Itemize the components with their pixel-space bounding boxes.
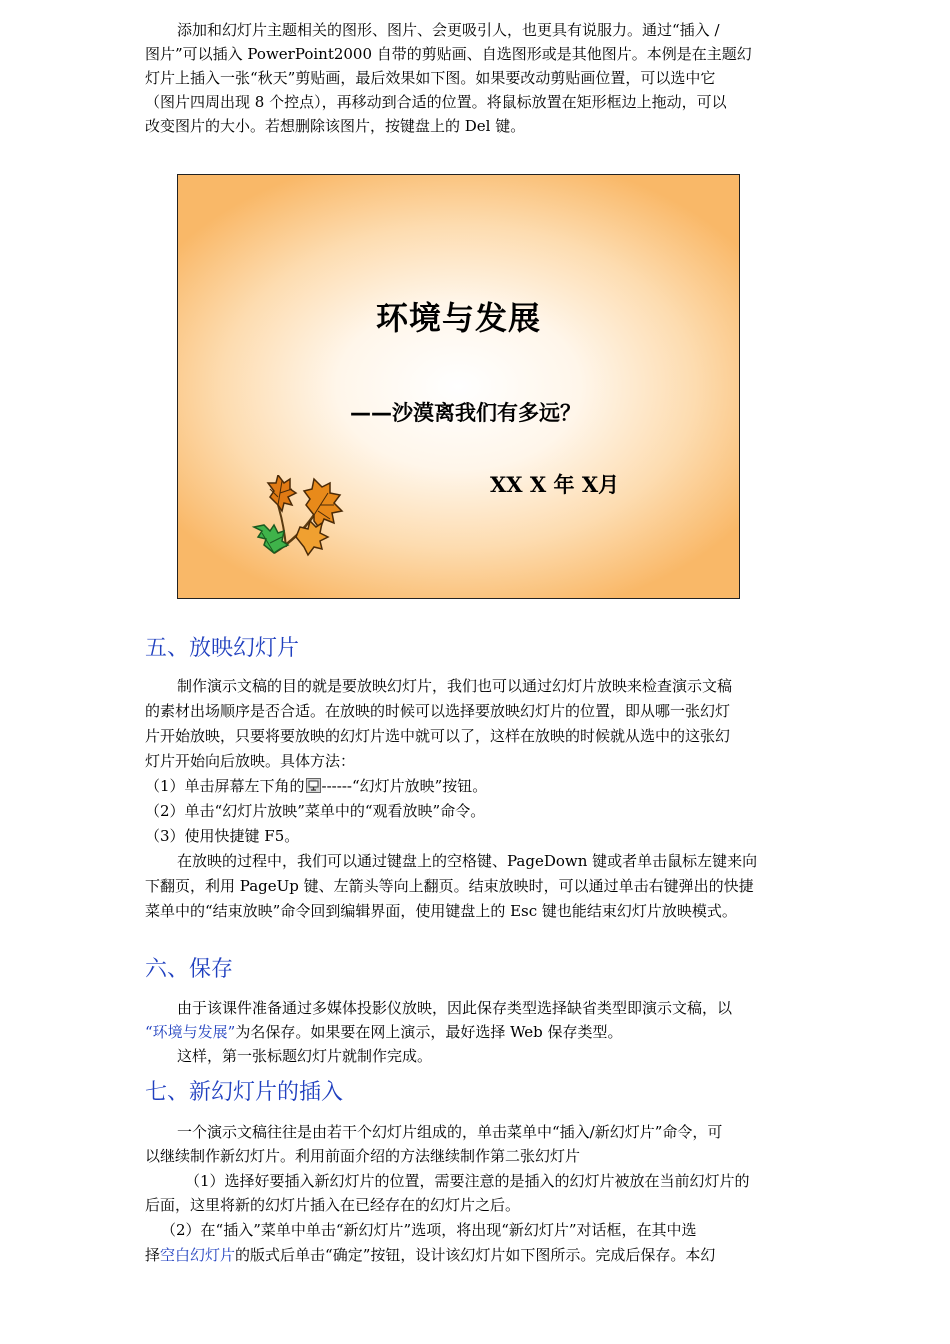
intro-line-2: 图片”可以插入 PowerPoint2000 自带的剪贴画、自选图形或是其他图片。本例是在主题幻 bbox=[145, 45, 752, 63]
blank-slide-link[interactable]: 空白幻灯片 bbox=[160, 1246, 236, 1264]
section-5-heading: 五、放映幻灯片 bbox=[145, 636, 300, 661]
section-7-p3-line-2 bbox=[145, 1243, 807, 1267]
slide-subtitle: ——沙漠离我们有多远？ bbox=[350, 401, 581, 425]
section-6-line-1: 由于该课件准备通过多媒体投影仪放映，因此保存类型选择缺省类型即演示文稿，以 bbox=[177, 999, 733, 1017]
section-7-p2-line-1: （1）选择好要插入新幻灯片的位置，需要注意的是插入的幻灯片被放在当前幻灯片的 bbox=[185, 1172, 750, 1190]
section-5-para2-line-1: 在放映的过程中，我们可以通过键盘上的空格键、PageDown 键或者单击鼠标左键来向 bbox=[177, 852, 758, 870]
step-1-text-rest: ------“幻灯片放映”按钮。 bbox=[321, 777, 488, 795]
section-6-line-2 bbox=[145, 1020, 807, 1044]
section-5-step-1 bbox=[145, 774, 807, 798]
section-7-p3-line-1: （2）在“插入”菜单中单击“新幻灯片”选项，将出现“新幻灯片”对话框，在其中选 bbox=[161, 1221, 697, 1239]
section-7-p2-line-2: 后面，这里将新的幻灯片插入在已经存在的幻灯片之后。 bbox=[145, 1196, 521, 1214]
section-6-line-3: 这样，第一张标题幻灯片就制作完成。 bbox=[177, 1047, 433, 1065]
slide-date: XX X 年 X月 bbox=[490, 472, 620, 497]
section-7-p3-rest: 的版式后单击“确定”按钮，设计该幻灯片如下图所示。完成后保存。本幻 bbox=[235, 1246, 716, 1264]
section-5-para2-line-3: 菜单中的“结束放映”命令回到编辑界面，使用键盘上的 Esc 键也能结束幻灯片放映模式。 bbox=[145, 902, 737, 920]
section-5-line-4: 灯片开始向后放映。具体方法： bbox=[145, 752, 356, 770]
section-7-p3-pre: 择 bbox=[145, 1246, 161, 1264]
intro-line-5: 改变图片的大小。若想删除该图片，按键盘上的 Del 键。 bbox=[145, 117, 526, 135]
slideshow-button-icon[interactable] bbox=[306, 778, 321, 793]
section-5-step-3: （3）使用快捷键 F5。 bbox=[145, 827, 300, 845]
slide-title: 环境与发展 bbox=[375, 299, 541, 337]
section-5-para2-line-2: 下翻页，利用 PageUp 键、左箭头等向上翻页。结束放映时，可以通过单击右键弹出的快捷 bbox=[145, 877, 754, 895]
intro-line-4: （图片四周出现 8 个控点），再移动到合适的位置。将鼠标放置在矩形框边上拖动，可以 bbox=[145, 93, 727, 111]
section-5-line-1: 制作演示文稿的目的就是要放映幻灯片，我们也可以通过幻灯片放映来检查演示文稿 bbox=[177, 677, 733, 695]
step-1-text: （1）单击屏幕左下角的 bbox=[145, 777, 305, 795]
autumn-leaves-icon bbox=[244, 475, 354, 571]
section-7-p1-line-2: 以继续制作新幻灯片。利用前面介绍的方法继续制作第二张幻灯片 bbox=[145, 1147, 581, 1165]
slide-preview bbox=[177, 174, 740, 599]
section-5-line-2: 的素材出场顺序是否合适。在放映的时候可以选择要放映幻灯片的位置，即从哪一张幻灯 bbox=[145, 702, 731, 720]
section-6-heading: 六、保存 bbox=[145, 957, 234, 982]
intro-line-1: 添加和幻灯片主题相关的图形、图片、会更吸引人，也更具有说服力。通过“插入 / bbox=[177, 21, 720, 39]
section-5-step-2: （2）单击“幻灯片放映”菜单中的“观看放映”命令。 bbox=[145, 802, 486, 820]
section-7-p1-line-1: 一个演示文稿往往是由若干个幻灯片组成的，单击菜单中“插入/新幻灯片”命令，可 bbox=[177, 1123, 723, 1141]
save-name-link[interactable]: “环境与发展” bbox=[145, 1023, 236, 1041]
section-6-line-2-rest: 为名保存。如果要在网上演示，最好选择 Web 保存类型。 bbox=[235, 1023, 623, 1041]
intro-line-3: 灯片上插入一张“秋天”剪贴画，最后效果如下图。如果要改动剪贴画位置，可以选中它 bbox=[145, 69, 716, 87]
section-5-line-3: 片开始放映，只要将要放映的幻灯片选中就可以了，这样在放映的时候就从选中的这张幻 bbox=[145, 727, 731, 745]
section-7-heading: 七、新幻灯片的插入 bbox=[145, 1080, 344, 1105]
